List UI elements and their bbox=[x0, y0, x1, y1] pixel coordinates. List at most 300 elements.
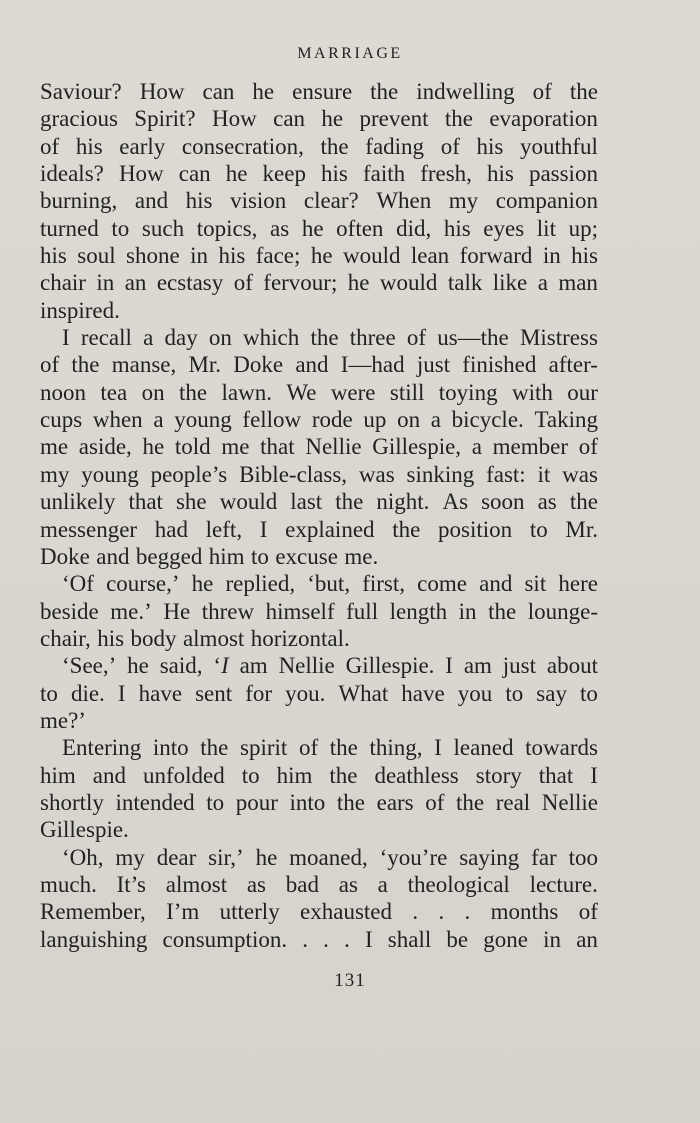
word: he bbox=[255, 844, 278, 870]
word: fresh, bbox=[420, 161, 472, 187]
word: Doke bbox=[40, 543, 90, 569]
word: I bbox=[590, 762, 598, 788]
word: How bbox=[118, 161, 164, 187]
word: his bbox=[97, 625, 125, 651]
word: sent bbox=[195, 680, 233, 706]
word: as bbox=[270, 215, 290, 241]
word: bad bbox=[285, 871, 319, 897]
word: Bible-class, bbox=[239, 461, 348, 487]
word: . bbox=[438, 899, 445, 925]
text-line bbox=[40, 433, 598, 460]
word: me?’ bbox=[40, 707, 86, 733]
word: to bbox=[251, 543, 269, 569]
word: and bbox=[479, 571, 513, 597]
word: vision bbox=[230, 188, 287, 214]
word: in bbox=[190, 243, 209, 269]
word: his bbox=[571, 243, 598, 269]
word: We bbox=[286, 379, 317, 405]
word: can bbox=[273, 106, 306, 132]
word: for bbox=[245, 680, 273, 706]
word: Mr. bbox=[188, 352, 222, 378]
word: still bbox=[389, 379, 425, 405]
word: the bbox=[329, 735, 358, 761]
word: youthful bbox=[519, 133, 598, 159]
word: shall bbox=[387, 926, 432, 952]
word: me bbox=[221, 434, 250, 460]
word: to bbox=[241, 762, 260, 788]
word: face; bbox=[255, 243, 301, 269]
word: after- bbox=[548, 352, 598, 378]
word: the bbox=[310, 325, 339, 351]
word: and bbox=[295, 352, 329, 378]
word: am bbox=[463, 653, 492, 679]
word: topics, bbox=[196, 215, 258, 241]
word: me bbox=[40, 434, 69, 460]
word: him bbox=[40, 762, 76, 788]
word: As bbox=[442, 489, 469, 515]
text-line bbox=[40, 762, 598, 789]
word: in bbox=[458, 598, 477, 624]
word: of bbox=[40, 352, 60, 378]
word: body bbox=[130, 625, 177, 651]
word: Nellie bbox=[278, 653, 335, 679]
word: ‘See,’ bbox=[62, 653, 117, 679]
word: him bbox=[208, 543, 245, 569]
word: Nellie bbox=[305, 434, 362, 460]
word: course,’ bbox=[106, 571, 180, 597]
word: shone bbox=[126, 243, 180, 269]
text-line bbox=[40, 816, 598, 843]
word: she bbox=[175, 489, 207, 515]
word: moaned, bbox=[289, 844, 368, 870]
word: much. bbox=[40, 871, 97, 897]
text-line bbox=[40, 734, 598, 761]
word: noon bbox=[40, 379, 86, 405]
word: as bbox=[537, 489, 557, 515]
word: am bbox=[239, 653, 268, 679]
word: I bbox=[445, 653, 453, 679]
word: ‘I bbox=[213, 653, 229, 679]
word: such bbox=[141, 215, 185, 241]
word: last bbox=[290, 489, 323, 515]
word: . bbox=[412, 899, 419, 925]
text-line bbox=[40, 78, 598, 105]
word: me. bbox=[344, 543, 379, 569]
word: shortly bbox=[40, 789, 104, 815]
word: ensure bbox=[292, 79, 353, 104]
word: and bbox=[134, 188, 169, 214]
word: can bbox=[202, 79, 235, 104]
text-line bbox=[40, 516, 598, 543]
word: Entering bbox=[62, 735, 142, 761]
word: just bbox=[416, 352, 451, 378]
word: have bbox=[401, 680, 445, 706]
word: I bbox=[62, 325, 70, 351]
word: die. bbox=[70, 680, 105, 706]
word: he bbox=[347, 270, 370, 296]
word: fast: bbox=[486, 461, 526, 487]
word: had bbox=[154, 516, 188, 542]
word: soul bbox=[77, 243, 116, 269]
word: the bbox=[569, 79, 598, 104]
text-line bbox=[40, 160, 598, 187]
word: forward bbox=[459, 243, 533, 269]
word: lounge- bbox=[527, 598, 598, 624]
word: utterly bbox=[219, 899, 280, 925]
word: him bbox=[276, 762, 313, 788]
word: too bbox=[568, 844, 598, 870]
text-line bbox=[40, 871, 598, 898]
word: my bbox=[448, 188, 479, 214]
word: his bbox=[185, 188, 213, 214]
word: a bbox=[377, 871, 388, 897]
word: that bbox=[538, 762, 574, 788]
word: rode bbox=[311, 407, 353, 433]
text-line bbox=[40, 105, 598, 132]
word: excuse bbox=[275, 543, 338, 569]
word: like bbox=[492, 270, 528, 296]
word: cups bbox=[40, 407, 83, 433]
word: about bbox=[546, 653, 598, 679]
word: What bbox=[338, 680, 389, 706]
word: It’s bbox=[116, 871, 146, 897]
word: be bbox=[446, 926, 469, 952]
word: the bbox=[569, 489, 598, 515]
word: to bbox=[529, 516, 548, 542]
word: often bbox=[336, 215, 384, 241]
word: Mr. bbox=[565, 516, 598, 542]
word: Taking bbox=[534, 407, 598, 433]
running-header: MARRIAGE bbox=[297, 45, 403, 62]
word: would bbox=[219, 489, 278, 515]
word: months bbox=[490, 899, 559, 925]
word: inspired. bbox=[40, 297, 120, 323]
word: Remember, bbox=[40, 899, 146, 925]
word: bicycle. bbox=[451, 407, 524, 433]
word: early bbox=[119, 133, 166, 159]
word: ‘Of bbox=[62, 571, 94, 597]
word: an bbox=[576, 926, 598, 952]
text-line bbox=[40, 187, 598, 214]
word: his bbox=[443, 215, 471, 241]
word: horizontal. bbox=[250, 625, 350, 651]
word: it bbox=[537, 461, 551, 487]
word: I bbox=[364, 926, 373, 952]
word: clear? bbox=[303, 188, 359, 214]
word: young bbox=[81, 461, 139, 487]
word: gone bbox=[483, 926, 528, 952]
word: young bbox=[174, 407, 232, 433]
word: fading bbox=[365, 133, 425, 159]
word: of bbox=[425, 789, 445, 815]
word: almost bbox=[182, 625, 245, 651]
word: ‘you’re bbox=[379, 844, 448, 870]
word: . bbox=[323, 926, 329, 952]
word: How bbox=[212, 106, 257, 132]
word: beside bbox=[40, 598, 99, 624]
word: of bbox=[578, 434, 598, 460]
word: his bbox=[476, 133, 504, 159]
word: far bbox=[531, 844, 557, 870]
word: Gillespie. bbox=[345, 653, 435, 679]
word: aside, bbox=[78, 434, 132, 460]
word: evaporation bbox=[489, 106, 598, 132]
text-line bbox=[40, 269, 598, 296]
word: spirit bbox=[240, 735, 288, 761]
word: to bbox=[111, 215, 130, 241]
word: he bbox=[225, 161, 248, 187]
word: I bbox=[259, 516, 268, 542]
body-text bbox=[40, 78, 598, 953]
word: his bbox=[75, 133, 103, 159]
word: as bbox=[246, 871, 267, 897]
text-line bbox=[40, 570, 598, 597]
word: in bbox=[543, 926, 562, 952]
word: and bbox=[96, 543, 130, 569]
word: saying bbox=[459, 844, 520, 870]
word: come bbox=[417, 571, 467, 597]
word: faith bbox=[362, 161, 406, 187]
word: in bbox=[96, 270, 115, 296]
word: a bbox=[537, 270, 548, 296]
text-line bbox=[40, 461, 598, 488]
word: tea bbox=[100, 379, 128, 405]
word: languishing bbox=[40, 926, 148, 952]
word: fellow bbox=[242, 407, 302, 433]
text-line bbox=[40, 707, 598, 734]
word: to bbox=[505, 680, 524, 706]
word: sit bbox=[524, 571, 547, 597]
word: Spirit? bbox=[134, 106, 196, 132]
word: gracious bbox=[40, 106, 118, 132]
word: lawn. bbox=[221, 379, 272, 405]
word: lecture. bbox=[529, 871, 598, 897]
word: to bbox=[206, 789, 225, 815]
text-line bbox=[40, 844, 598, 871]
word: of bbox=[406, 325, 427, 351]
word: was bbox=[562, 461, 598, 487]
word: leaned bbox=[453, 735, 514, 761]
word: sinking bbox=[406, 461, 475, 487]
word: . bbox=[302, 926, 308, 952]
word: ideals? bbox=[40, 161, 104, 187]
word: real bbox=[495, 789, 531, 815]
word: when bbox=[92, 407, 143, 433]
word: did, bbox=[396, 215, 432, 241]
word: messenger bbox=[40, 516, 138, 542]
word: chair, bbox=[40, 625, 91, 651]
word: finished bbox=[462, 352, 537, 378]
word: in bbox=[542, 243, 561, 269]
word: unlikely bbox=[40, 489, 116, 515]
word: member bbox=[492, 434, 568, 460]
word: a bbox=[143, 325, 154, 351]
word: the bbox=[456, 789, 485, 815]
word: chair bbox=[40, 270, 86, 296]
word: you. bbox=[285, 680, 326, 706]
word: threw bbox=[201, 598, 255, 624]
word: I’m bbox=[166, 899, 200, 925]
text-line bbox=[40, 242, 598, 269]
word: explained bbox=[285, 516, 375, 542]
word: ‘but, bbox=[307, 571, 351, 597]
word: the bbox=[329, 762, 358, 788]
word: the bbox=[335, 489, 364, 515]
word: into bbox=[152, 735, 189, 761]
text-line bbox=[40, 789, 598, 816]
text-line bbox=[40, 351, 598, 378]
word: as bbox=[338, 871, 358, 897]
word: ecstasy bbox=[156, 270, 224, 296]
word: dear bbox=[156, 844, 197, 870]
word: left, bbox=[205, 516, 243, 542]
word: passion bbox=[528, 161, 598, 187]
word: the bbox=[392, 516, 421, 542]
word: his bbox=[321, 161, 348, 187]
word: he bbox=[252, 79, 275, 104]
word: into bbox=[289, 789, 326, 815]
word: that bbox=[128, 489, 163, 515]
word: indwelling bbox=[416, 79, 515, 104]
word: lit bbox=[536, 215, 556, 241]
word: the bbox=[320, 133, 349, 159]
word: lean bbox=[410, 243, 450, 269]
text-line bbox=[40, 297, 598, 324]
text-line bbox=[40, 598, 598, 625]
word: he bbox=[321, 106, 344, 132]
word: us—the bbox=[437, 325, 509, 351]
word: fervour; bbox=[263, 270, 338, 296]
word: my bbox=[40, 461, 70, 487]
word: Nellie bbox=[541, 789, 598, 815]
word: he bbox=[310, 243, 333, 269]
word: begged bbox=[135, 543, 203, 569]
word: on bbox=[397, 407, 421, 433]
word: me.’ bbox=[110, 598, 152, 624]
word: his bbox=[487, 161, 514, 187]
word: replied, bbox=[225, 571, 296, 597]
word: manse, bbox=[111, 352, 177, 378]
word: he bbox=[142, 434, 165, 460]
word: sir,’ bbox=[208, 844, 244, 870]
word: almost bbox=[165, 871, 228, 897]
word: . bbox=[464, 899, 471, 925]
word: prevent bbox=[359, 106, 429, 132]
word: unfolded bbox=[142, 762, 225, 788]
word: first, bbox=[362, 571, 406, 597]
word: the bbox=[488, 598, 517, 624]
word: Mistress bbox=[519, 325, 598, 351]
word: full bbox=[346, 598, 379, 624]
word: himself bbox=[265, 598, 335, 624]
word: to bbox=[580, 680, 598, 706]
word: story bbox=[475, 762, 522, 788]
text-line bbox=[40, 926, 598, 953]
word: three bbox=[349, 325, 396, 351]
word: of bbox=[233, 270, 253, 296]
word: exhausted bbox=[300, 899, 393, 925]
word: eyes bbox=[483, 215, 525, 241]
word: just bbox=[502, 653, 537, 679]
word: companion bbox=[495, 188, 598, 214]
word: consecration, bbox=[181, 133, 304, 159]
word: a bbox=[471, 434, 482, 460]
word: you bbox=[457, 680, 493, 706]
word: the bbox=[71, 352, 100, 378]
word: the bbox=[444, 106, 473, 132]
word: turned bbox=[40, 215, 99, 241]
word: the bbox=[370, 79, 399, 104]
text-line bbox=[40, 898, 598, 925]
text-line bbox=[40, 652, 598, 679]
word: consumption. bbox=[162, 926, 288, 952]
word: my bbox=[115, 844, 145, 870]
word: ears bbox=[376, 789, 414, 815]
word: with bbox=[511, 379, 553, 405]
word: would bbox=[342, 243, 401, 269]
text-line bbox=[40, 488, 598, 515]
word: man bbox=[558, 270, 598, 296]
word: When bbox=[376, 188, 432, 214]
word: of bbox=[578, 899, 598, 925]
word: I bbox=[434, 735, 442, 761]
text-line bbox=[40, 133, 598, 160]
text-line bbox=[40, 324, 598, 351]
word: day bbox=[164, 325, 198, 351]
word: I—had bbox=[340, 352, 405, 378]
word: recall bbox=[80, 325, 132, 351]
text-line bbox=[40, 625, 598, 652]
word: up; bbox=[568, 215, 598, 241]
word: theological bbox=[407, 871, 510, 897]
word: our bbox=[567, 379, 598, 405]
word: He bbox=[163, 598, 191, 624]
word: that bbox=[260, 434, 295, 460]
word: his bbox=[218, 243, 246, 269]
text-line bbox=[40, 406, 598, 433]
word: said, bbox=[159, 653, 203, 679]
word: towards bbox=[525, 735, 598, 761]
word: length bbox=[389, 598, 448, 624]
word: pour bbox=[235, 789, 278, 815]
word: Gillespie, bbox=[372, 434, 462, 460]
text-line bbox=[40, 379, 598, 406]
word: of bbox=[532, 79, 552, 104]
word: talk bbox=[447, 270, 483, 296]
word: Doke bbox=[233, 352, 284, 378]
word: Gillespie. bbox=[40, 817, 129, 843]
word: on bbox=[208, 325, 232, 351]
word: I bbox=[117, 680, 126, 706]
word: have bbox=[138, 680, 183, 706]
word: a bbox=[430, 407, 441, 433]
word: he bbox=[127, 653, 149, 679]
word: How bbox=[139, 79, 185, 104]
word: were bbox=[330, 379, 376, 405]
text-line bbox=[40, 680, 598, 707]
word: can bbox=[178, 161, 211, 187]
word: ‘Oh, bbox=[62, 844, 104, 870]
word: a bbox=[153, 407, 164, 433]
word: of bbox=[440, 133, 460, 159]
word: would bbox=[379, 270, 438, 296]
word: position bbox=[438, 516, 513, 542]
word: soon bbox=[481, 489, 525, 515]
word: the bbox=[178, 379, 208, 405]
word: the bbox=[200, 735, 229, 761]
word: of bbox=[40, 133, 60, 159]
word: Saviour? bbox=[40, 79, 122, 104]
